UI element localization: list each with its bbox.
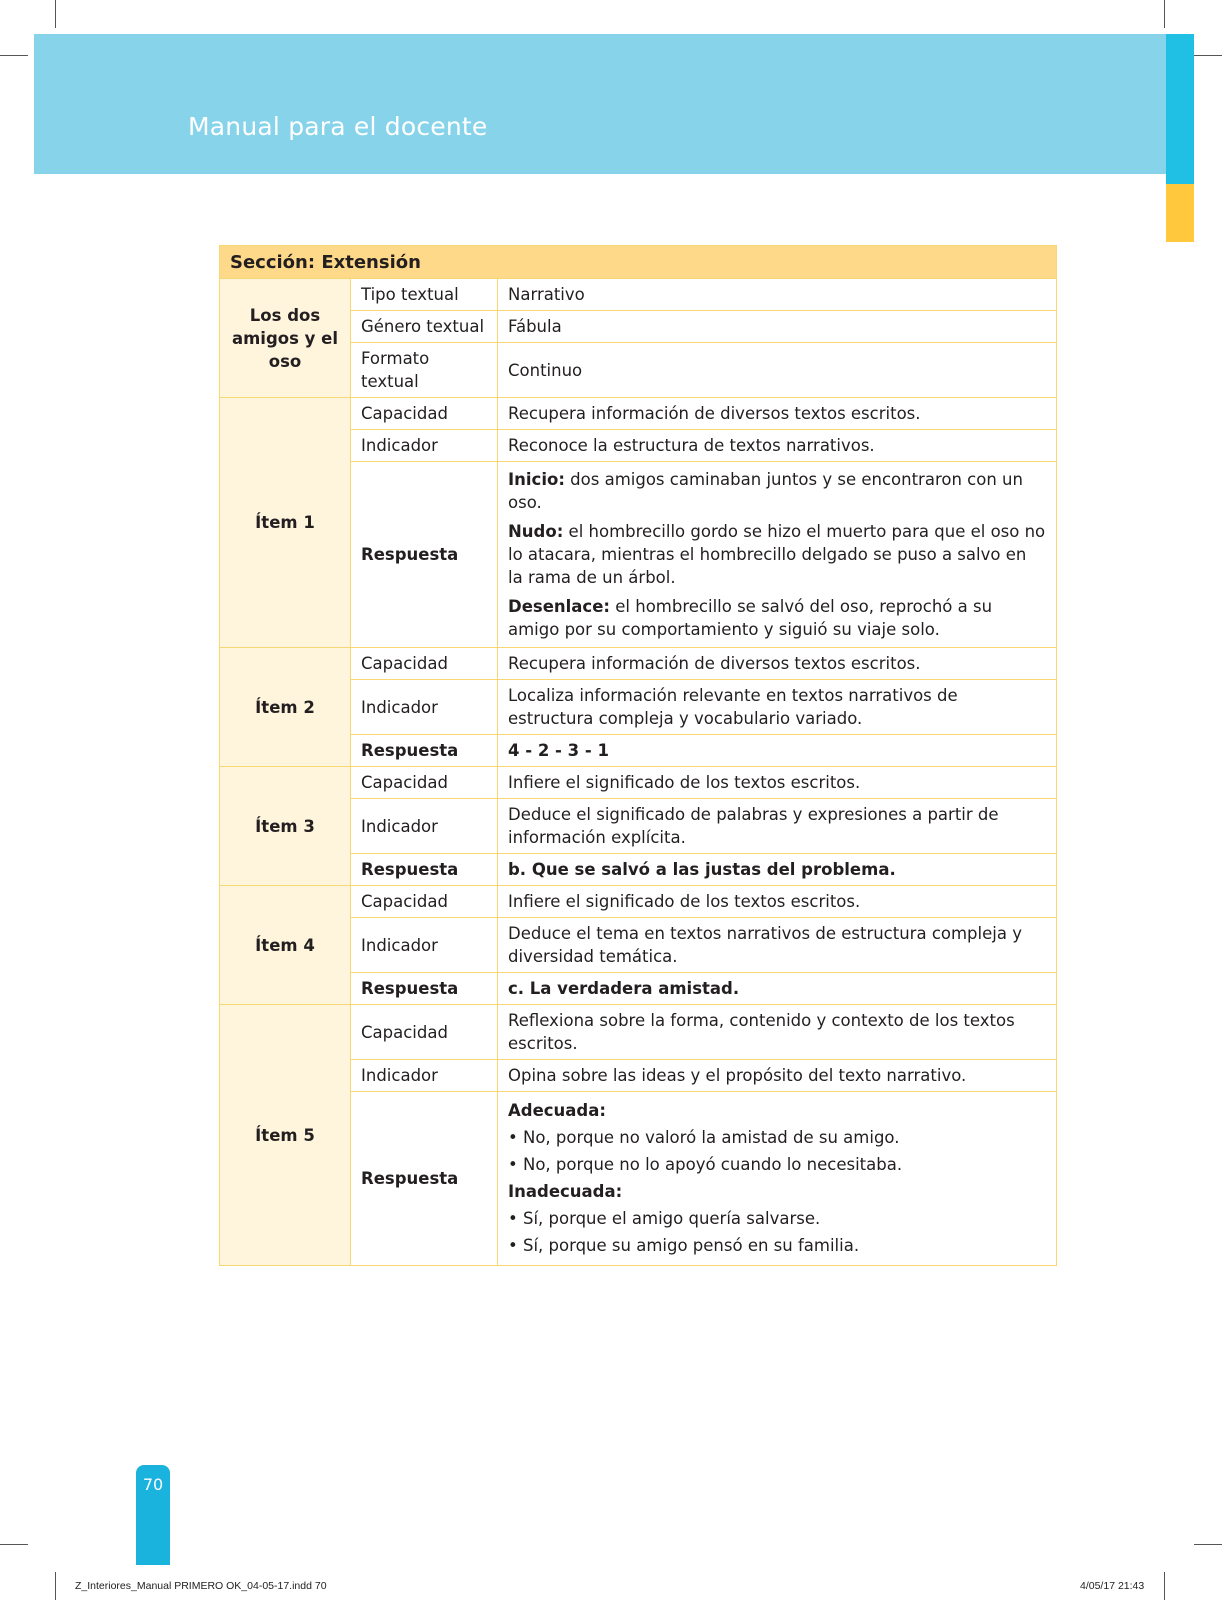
bullet-item: • No, porque no valoró la amistad de su amigo. [508, 1128, 900, 1147]
term: Desenlace: [508, 597, 611, 616]
indicador-label: Indicador [351, 430, 498, 462]
crop-mark [1194, 55, 1222, 56]
bullet-item: • No, porque no lo apoyó cuando lo necesitaba. [508, 1155, 903, 1174]
respuesta-value: 4 - 2 - 3 - 1 [498, 735, 1057, 767]
crop-mark [55, 0, 56, 28]
crop-mark [1194, 1544, 1222, 1545]
row-value: Continuo [498, 343, 1057, 398]
indicador-value: Deduce el significado de palabras y expresiones a partir de información explícita. [498, 799, 1057, 854]
capacidad-value: Infiere el significado de los textos escritos. [498, 886, 1057, 918]
respuesta-paragraph [508, 520, 1046, 589]
capacidad-label: Capacidad [351, 767, 498, 799]
text-title: Los dos amigos y el oso [220, 279, 351, 398]
capacidad-value: Recupera información de diversos textos escritos. [498, 398, 1057, 430]
side-tab-blue [1166, 34, 1194, 184]
item-name: Ítem 4 [220, 886, 351, 1005]
crop-mark [1164, 0, 1165, 28]
respuesta-value [498, 462, 1057, 648]
respuesta-value [498, 1092, 1057, 1266]
respuesta-value: c. La verdadera amistad. [498, 973, 1057, 1005]
term-text: el hombrecillo se salvó del oso, reprochó a su amigo por su comportamiento y siguió su viaje solo. [508, 597, 993, 639]
capacidad-label: Capacidad [351, 398, 498, 430]
respuesta-label: Respuesta [351, 973, 498, 1005]
respuesta-paragraph [508, 595, 1046, 641]
item-name: Ítem 2 [220, 648, 351, 767]
footer-file: Z_Interiores_Manual PRIMERO OK_04-05-17.indd 70 [75, 1580, 327, 1592]
indicador-label: Indicador [351, 799, 498, 854]
respuesta-label: Respuesta [351, 735, 498, 767]
inadecuada-title: Inadecuada: [508, 1182, 623, 1201]
item-name: Ítem 5 [220, 1005, 351, 1266]
indicador-label: Indicador [351, 918, 498, 973]
indicador-value: Opina sobre las ideas y el propósito del texto narrativo. [498, 1060, 1057, 1092]
row-label: Género textual [351, 311, 498, 343]
capacidad-label: Capacidad [351, 886, 498, 918]
adecuada-title: Adecuada: [508, 1101, 606, 1120]
evaluation-table [219, 245, 1057, 1266]
capacidad-value: Infiere el significado de los textos escritos. [498, 767, 1057, 799]
row-value: Fábula [498, 311, 1057, 343]
capacidad-label: Capacidad [351, 1005, 498, 1060]
item-name: Ítem 3 [220, 767, 351, 886]
crop-mark [55, 1572, 56, 1600]
term-text: dos amigos caminaban juntos y se encontraron con un oso. [508, 470, 1023, 512]
row-value: Narrativo [498, 279, 1057, 311]
respuesta-label: Respuesta [351, 462, 498, 648]
indicador-label: Indicador [351, 1060, 498, 1092]
page-number: 70 [142, 1475, 164, 1494]
indicador-value: Deduce el tema en textos narrativos de estructura compleja y diversidad temática. [498, 918, 1057, 973]
row-label: Formato textual [351, 343, 498, 398]
row-label: Tipo textual [351, 279, 498, 311]
indicador-value: Reconoce la estructura de textos narrativos. [498, 430, 1057, 462]
term: Inicio: [508, 470, 565, 489]
indicador-value: Localiza información relevante en textos narrativos de estructura compleja y vocabulario variado. [498, 680, 1057, 735]
footer-date: 4/05/17 21:43 [1080, 1580, 1145, 1592]
bullet-item: • Sí, porque el amigo quería salvarse. [508, 1209, 821, 1228]
capacidad-value: Recupera información de diversos textos escritos. [498, 648, 1057, 680]
respuesta-label: Respuesta [351, 854, 498, 886]
crop-mark [0, 55, 28, 56]
side-tab-yellow [1166, 184, 1194, 242]
capacidad-value: Reflexiona sobre la forma, contenido y contexto de los textos escritos. [498, 1005, 1057, 1060]
respuesta-value: b. Que se salvó a las justas del problema. [498, 854, 1057, 886]
respuesta-label: Respuesta [351, 1092, 498, 1266]
crop-mark [1164, 1572, 1165, 1600]
header-banner [34, 34, 1166, 174]
crop-mark [0, 1544, 28, 1545]
item-name: Ítem 1 [220, 398, 351, 648]
capacidad-label: Capacidad [351, 648, 498, 680]
bullet-item: • Sí, porque su amigo pensó en su familia. [508, 1236, 860, 1255]
header-title: Manual para el docente [188, 112, 488, 141]
term: Nudo: [508, 522, 564, 541]
term-text: el hombrecillo gordo se hizo el muerto para que el oso no lo atacara, mientras el hombrecillo delgado se puso a salvo en la rama de un árbol. [508, 522, 1046, 587]
section-title: Sección: Extensión [220, 246, 1057, 279]
respuesta-paragraph [508, 468, 1046, 514]
indicador-label: Indicador [351, 680, 498, 735]
